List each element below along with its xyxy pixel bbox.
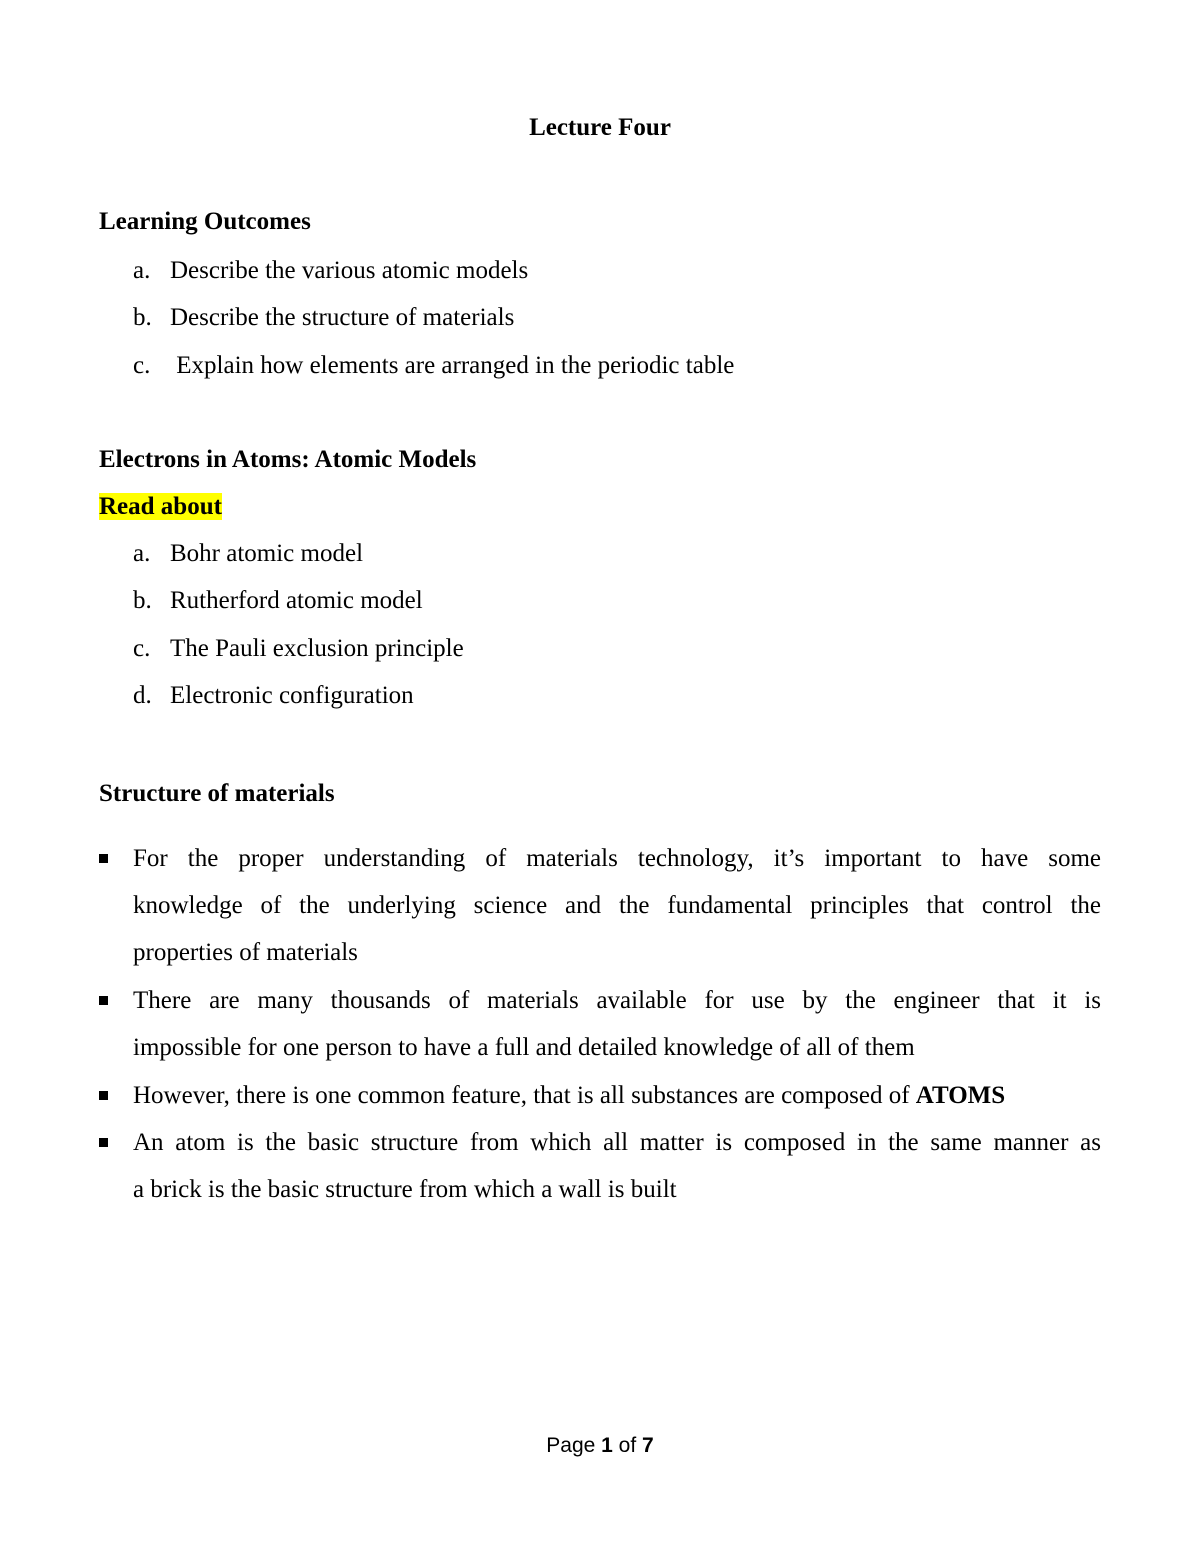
list-item (133, 302, 514, 334)
paragraph-line: There are many thousands of materials available for use by the engineer that it is (133, 987, 1101, 1014)
list-text: The Pauli exclusion principle (170, 635, 464, 662)
paragraph-line: impossible for one person to have a full and detailed knowledge of all of them (133, 1034, 915, 1061)
list-text: Describe the various atomic models (170, 257, 529, 284)
footer-total-pages: 7 (642, 1434, 654, 1457)
list-marker: c. (133, 635, 151, 662)
list-text: Describe the structure of materials (170, 304, 515, 331)
list-marker: b. (133, 587, 152, 614)
paragraph-line: properties of materials (133, 939, 358, 966)
list-marker: a. (133, 540, 151, 567)
paragraph-line: a brick is the basic structure from which a wall is built (133, 1176, 677, 1203)
bullet-paragraph (133, 977, 1101, 1071)
page-footer (0, 1432, 1200, 1460)
list-marker: c. (133, 352, 151, 379)
bullet-icon (99, 1091, 108, 1100)
list-text: Explain how elements are arranged in the periodic table (170, 352, 735, 379)
list-marker: a. (133, 257, 151, 284)
paragraph-line (133, 1072, 1101, 1119)
list-item (133, 633, 464, 665)
list-item (133, 538, 363, 570)
footer-middle: of (612, 1434, 643, 1457)
learning-outcomes-heading: Learning Outcomes (99, 208, 311, 235)
list-marker: d. (133, 682, 152, 709)
list-marker: b. (133, 304, 152, 331)
bullet-paragraph (133, 835, 1101, 976)
bullet-icon (99, 854, 108, 863)
highlighted-text: Read about (99, 493, 222, 520)
bullet-paragraph (133, 1119, 1101, 1213)
list-text: Electronic configuration (170, 682, 414, 709)
bullet-paragraph (133, 1072, 1101, 1119)
paragraph-text: However, there is one common feature, that is all substances are composed of (133, 1082, 916, 1109)
footer-current-page: 1 (601, 1434, 613, 1457)
list-item (133, 350, 734, 382)
list-item (133, 680, 414, 712)
paragraph-line: For the proper understanding of materials technology, it’s important to have some (133, 845, 1101, 872)
list-item (133, 255, 528, 287)
list-text: Rutherford atomic model (170, 587, 423, 614)
page-title: Lecture Four (529, 114, 671, 141)
read-about-subheading (99, 491, 222, 523)
bullet-icon (99, 1138, 108, 1147)
paragraph-line: An atom is the basic structure from which all matter is composed in the same manner as (133, 1129, 1101, 1156)
paragraph-line: knowledge of the underlying science and the fundamental principles that control the (133, 892, 1101, 919)
list-item (133, 585, 423, 617)
footer-prefix: Page (546, 1434, 602, 1457)
electrons-heading: Electrons in Atoms: Atomic Models (99, 446, 477, 473)
bullet-icon (99, 996, 108, 1005)
structure-heading: Structure of materials (99, 780, 335, 807)
emphasized-text: ATOMS (915, 1082, 1006, 1109)
list-text: Bohr atomic model (170, 540, 364, 567)
